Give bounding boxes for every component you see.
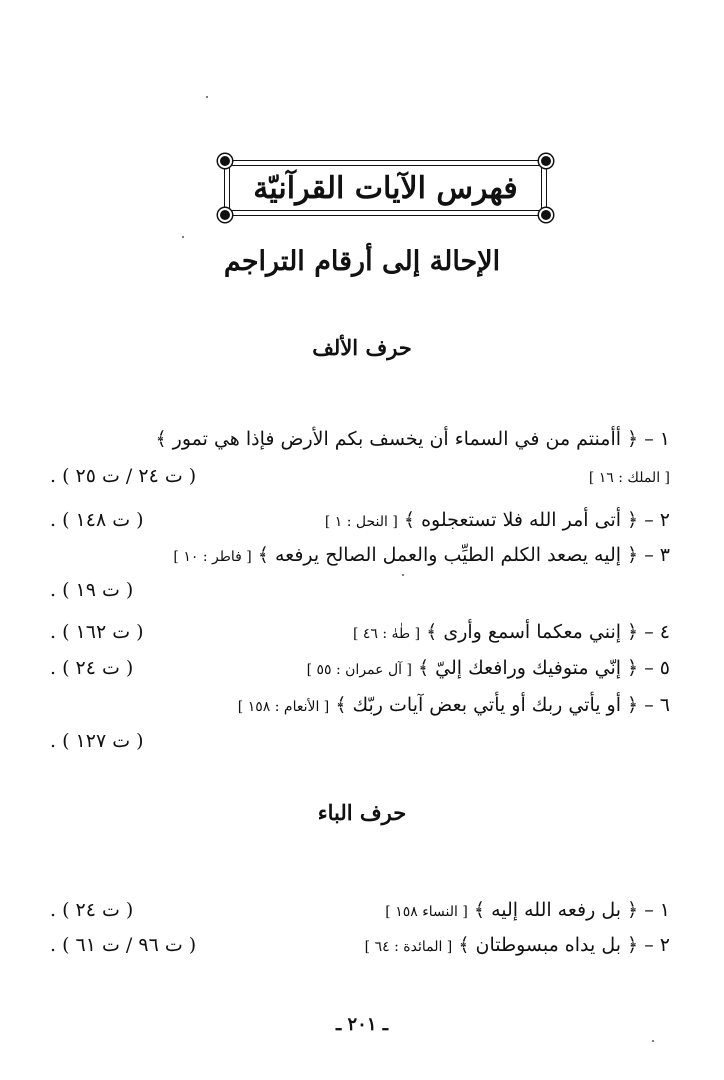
surah-reference: [ المائدة : ٦٤ ] [364,939,453,955]
verse-entry [50,617,670,647]
biography-reference: ( ت ٢٤ ) . [50,899,134,921]
entry-number: ٢ – [644,934,670,956]
entry-number: ٣ – [644,544,670,566]
section-heading-alif: حرف الألف [312,335,412,360]
verse-entry-continuation [50,575,670,605]
entry-number: ٥ – [644,657,670,679]
verse-entry [50,505,670,535]
entry-number: ٤ – [644,621,670,643]
entry-number: ٢ – [644,509,670,531]
verse-text: ﴿ إليه يصعد الكلم الطيِّب والعمل الصالح يرفعه ﴾ [257,544,639,566]
surah-reference: [ فاطر : ١٠ ] [173,549,252,565]
surah-reference: [ النحل : ١ ] [324,514,398,530]
verse-text: ﴿ أتى أمر الله فلا تستعجلوه ﴾ [403,509,639,531]
entry-number: ١ – [644,428,670,450]
index-title: فهرس الآيات القرآنيّة [253,170,518,206]
biography-reference: ( ت ١٢٧ ) . [50,730,144,752]
biography-reference: ( ت ١٦٢ ) . [50,621,144,643]
verse-text: ﴿ إنّي متوفيك ورافعك إليّ ﴾ [417,657,639,679]
index-subtitle: الإحالة إلى أرقام التراجم [223,246,501,277]
verse-text: ﴿ أو يأتي ربك أو يأتي بعض آيات ربّك ﴾ [335,694,639,716]
verse-entry [50,540,670,570]
biography-reference: ( ت ١٩ ) . [50,579,134,601]
verse-text: ﴿ إنني معكما أسمع وأرى ﴾ [426,621,639,643]
verse-text: ﴿ أأمنتم من في السماء أن يخسف بكم الأرض فإذا هي تمور ﴾ [155,428,639,450]
verse-entry-continuation [50,726,670,756]
verse-entry [50,424,670,454]
verse-entry [50,895,670,925]
verse-text: ﴿ بل رفعه الله إليه ﴾ [473,899,639,921]
surah-reference: [ آل عمران : ٥٥ ] [306,662,412,678]
biography-reference: ( ت ٩٦ / ت ٦١ ) . [50,934,197,956]
surah-reference: [ الملك : ١٦ ] [588,470,670,486]
title-frame [224,160,547,216]
surah-reference: [ الأنعام : ١٥٨ ] [237,699,330,715]
biography-reference: ( ت ٢٤ ) . [50,657,134,679]
verse-text: ﴿ بل يداه مبسوطتان ﴾ [458,934,639,956]
verse-entry [50,930,670,960]
section-heading-baa: حرف الباء [317,800,407,825]
biography-reference: ( ت ٢٤ / ت ٢٥ ) . [50,465,197,487]
entry-number: ٦ – [644,694,670,716]
biography-reference: ( ت ١٤٨ ) . [50,509,144,531]
verse-entry-continuation [50,461,670,491]
print-speck [182,236,184,238]
print-speck [652,1040,654,1042]
verse-entry [50,690,670,720]
verse-entry [50,653,670,683]
surah-reference: [ طٰهٰ : ٤٦ ] [352,626,421,642]
print-speck [206,96,208,98]
page-number: ـ ٢٠١ ـ [335,1014,389,1035]
surah-reference: [ النساء ١٥٨ ] [385,904,468,920]
entry-number: ١ – [644,899,670,921]
